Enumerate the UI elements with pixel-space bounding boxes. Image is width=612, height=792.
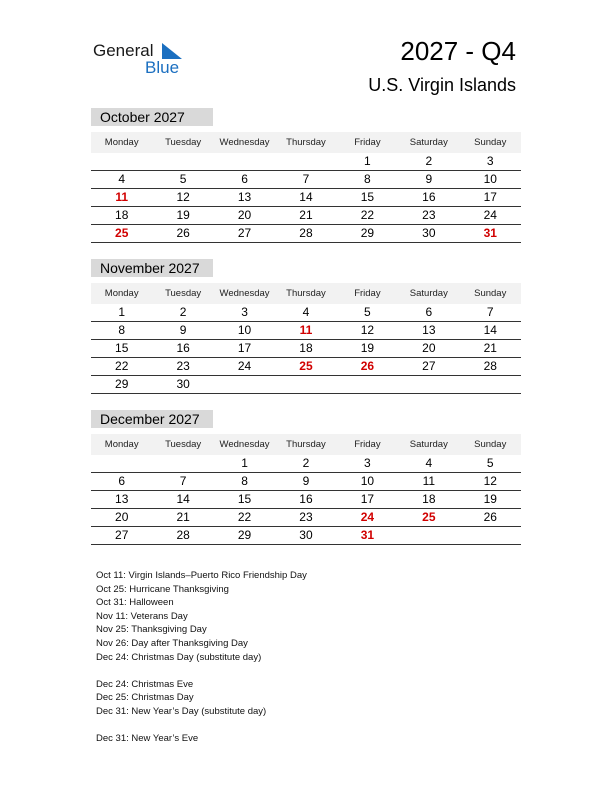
- day-cell: 29: [115, 377, 129, 391]
- weekday-label: Saturday: [409, 288, 448, 299]
- week-row: [91, 322, 521, 340]
- weeks: [91, 455, 521, 545]
- weekday-label: Tuesday: [165, 137, 202, 148]
- day-cell: 9: [425, 172, 433, 186]
- day-cell: 4: [118, 172, 126, 186]
- day-cell: 24: [237, 359, 252, 373]
- empty-day-cell: [460, 376, 521, 393]
- weekday-label: Tuesday: [165, 288, 202, 299]
- month-december: [91, 410, 521, 545]
- day-cell: 22: [360, 208, 375, 222]
- day-cell: 12: [483, 474, 497, 488]
- day-cell: 19: [483, 492, 497, 506]
- day-cell: 17: [360, 492, 375, 506]
- page-subtitle: U.S. Virgin Islands: [368, 75, 516, 95]
- day-cell: 10: [237, 323, 252, 337]
- weeks: [91, 153, 521, 243]
- note-line: Nov 25: Thanksgiving Day: [96, 624, 207, 636]
- day-cell: 8: [364, 172, 371, 186]
- day-cell: 3: [486, 154, 494, 168]
- weekday-label: Friday: [354, 439, 381, 450]
- empty-day-cell: [398, 376, 459, 393]
- page-title: 2027 - Q4: [400, 36, 516, 66]
- day-cell: 30: [422, 226, 436, 240]
- day-cell: 29: [237, 528, 252, 542]
- weekday-label: Tuesday: [165, 439, 202, 450]
- week-row: [91, 455, 521, 473]
- day-cell: 5: [486, 456, 494, 470]
- day-cell: 14: [483, 323, 497, 337]
- day-cell: 13: [422, 323, 436, 337]
- week-row: [91, 189, 521, 207]
- weekday-label: Thursday: [286, 439, 326, 450]
- empty-day-cell: [152, 455, 213, 472]
- day-cell: 15: [237, 492, 252, 506]
- note-line: Dec 25: Christmas Day: [96, 692, 194, 704]
- day-cell: 16: [176, 341, 190, 355]
- day-cell: 18: [299, 341, 313, 355]
- day-cell: 17: [483, 190, 497, 204]
- day-cell: 15: [115, 341, 129, 355]
- day-cell: 16: [299, 492, 313, 506]
- weekday-header: [91, 132, 521, 153]
- empty-day-cell: [398, 527, 459, 544]
- day-cell: 25: [422, 510, 436, 524]
- day-cell: 12: [176, 190, 190, 204]
- empty-day-cell: [152, 153, 213, 170]
- week-row: [91, 225, 521, 243]
- logo: [93, 41, 203, 81]
- day-cell: 20: [422, 341, 436, 355]
- empty-day-cell: [91, 455, 152, 472]
- week-row: [91, 153, 521, 171]
- note-line: Oct 31: Halloween: [96, 597, 174, 609]
- day-cell: 8: [241, 474, 248, 488]
- day-cell: 25: [115, 226, 129, 240]
- weekday-label: Thursday: [286, 288, 326, 299]
- day-cell: 11: [299, 323, 313, 337]
- holiday-notes: [96, 569, 307, 746]
- weekday-header: [91, 283, 521, 304]
- note-line: Oct 11: Virgin Islands–Puerto Rico Friendship Day: [96, 570, 307, 581]
- week-row: [91, 304, 521, 322]
- day-cell: 27: [422, 359, 436, 373]
- day-cell: 24: [360, 510, 375, 524]
- day-cell: 7: [302, 172, 310, 186]
- day-cell: 3: [364, 456, 371, 470]
- day-cell: 6: [241, 172, 248, 186]
- weeks: [91, 304, 521, 394]
- week-row: [91, 358, 521, 376]
- day-cell: 31: [483, 226, 497, 240]
- day-cell: 18: [115, 208, 129, 222]
- note-line: Dec 24: Christmas Eve: [96, 678, 194, 690]
- day-cell: 2: [425, 154, 433, 168]
- day-cell: 30: [299, 528, 313, 542]
- day-cell: 28: [176, 528, 190, 542]
- day-cell: 27: [115, 528, 129, 542]
- empty-day-cell: [275, 153, 336, 170]
- note-line: Dec 24: Christmas Day (substitute day): [96, 651, 262, 663]
- day-cell: 25: [299, 359, 313, 373]
- day-cell: 3: [241, 305, 248, 319]
- day-cell: 21: [483, 341, 497, 355]
- day-cell: 14: [176, 492, 190, 506]
- day-cell: 13: [237, 190, 252, 204]
- day-cell: 28: [483, 359, 497, 373]
- day-cell: 2: [302, 456, 310, 470]
- weekday-label: Saturday: [409, 137, 448, 148]
- day-cell: 28: [299, 226, 313, 240]
- day-cell: 14: [299, 190, 313, 204]
- day-cell: 7: [486, 305, 494, 319]
- day-cell: 6: [425, 305, 433, 319]
- day-cell: 31: [360, 528, 375, 542]
- day-cell: 26: [483, 510, 497, 524]
- day-cell: 26: [176, 226, 190, 240]
- week-row: [91, 376, 521, 394]
- day-cell: 29: [360, 226, 375, 240]
- day-cell: 4: [425, 456, 433, 470]
- note-gap: [96, 664, 307, 678]
- note-line: Dec 31: New Year’s Day (substitute day): [96, 705, 267, 717]
- logo-flag-icon: [162, 43, 182, 59]
- day-cell: 27: [237, 226, 252, 240]
- note-line: Nov 11: Veterans Day: [96, 610, 188, 622]
- day-cell: 19: [360, 341, 375, 355]
- day-cell: 22: [237, 510, 252, 524]
- empty-day-cell: [275, 376, 336, 393]
- week-row: [91, 491, 521, 509]
- empty-day-cell: [214, 376, 275, 393]
- day-cell: 23: [176, 359, 190, 373]
- day-cell: 23: [422, 208, 436, 222]
- day-cell: 1: [364, 154, 371, 168]
- weekday-label: Sunday: [474, 439, 507, 450]
- day-cell: 24: [483, 208, 497, 222]
- weekday-label: Saturday: [409, 439, 448, 450]
- day-cell: 11: [115, 190, 129, 204]
- weekday-label: Wednesday: [219, 439, 270, 450]
- weekday-label: Sunday: [474, 137, 507, 148]
- day-cell: 21: [176, 510, 190, 524]
- day-cell: 17: [237, 341, 252, 355]
- day-cell: 30: [176, 377, 190, 391]
- week-row: [91, 527, 521, 545]
- note-line: Oct 25: Hurricane Thanksgiving: [96, 583, 229, 595]
- month-november: [91, 259, 521, 394]
- month-title: October 2027: [91, 108, 213, 126]
- weekday-header: [91, 434, 521, 455]
- day-cell: 13: [115, 492, 129, 506]
- day-cell: 1: [118, 305, 126, 319]
- weekday-label: Monday: [104, 137, 139, 148]
- weekday-label: Friday: [354, 137, 381, 148]
- logo-text-blue: Blue: [145, 58, 180, 77]
- weekday-label: Monday: [104, 439, 139, 450]
- weekday-label: Friday: [354, 288, 381, 299]
- day-cell: 4: [302, 305, 310, 319]
- logo-text-general: General: [93, 41, 154, 60]
- day-cell: 5: [364, 305, 371, 319]
- week-row: [91, 473, 521, 491]
- day-cell: 18: [422, 492, 436, 506]
- empty-day-cell: [214, 153, 275, 170]
- day-cell: 26: [360, 359, 375, 373]
- week-row: [91, 171, 521, 189]
- day-cell: 10: [483, 172, 497, 186]
- day-cell: 5: [179, 172, 187, 186]
- day-cell: 1: [241, 456, 248, 470]
- day-cell: 11: [422, 474, 436, 488]
- day-cell: 9: [302, 474, 310, 488]
- day-cell: 22: [115, 359, 129, 373]
- day-cell: 9: [179, 323, 187, 337]
- day-cell: 6: [118, 474, 126, 488]
- week-row: [91, 509, 521, 527]
- day-cell: 20: [237, 208, 252, 222]
- empty-day-cell: [91, 153, 152, 170]
- note-line: Nov 26: Day after Thanksgiving Day: [96, 637, 248, 649]
- day-cell: 16: [422, 190, 436, 204]
- weekday-label: Sunday: [474, 288, 507, 299]
- month-october: [91, 108, 521, 243]
- note-gap: [96, 719, 307, 733]
- day-cell: 7: [179, 474, 187, 488]
- day-cell: 15: [360, 190, 375, 204]
- day-cell: 20: [115, 510, 129, 524]
- weekday-label: Thursday: [286, 137, 326, 148]
- day-cell: 8: [118, 323, 126, 337]
- month-title: December 2027: [91, 410, 213, 428]
- week-row: [91, 340, 521, 358]
- day-cell: 2: [179, 305, 187, 319]
- weekday-label: Wednesday: [219, 288, 270, 299]
- day-cell: 19: [176, 208, 190, 222]
- week-row: [91, 207, 521, 225]
- weekday-label: Monday: [104, 288, 139, 299]
- day-cell: 21: [299, 208, 313, 222]
- day-cell: 12: [360, 323, 375, 337]
- weekday-label: Wednesday: [219, 137, 270, 148]
- note-line: Dec 31: New Year’s Eve: [96, 733, 199, 745]
- empty-day-cell: [460, 527, 521, 544]
- empty-day-cell: [337, 376, 398, 393]
- month-title: November 2027: [91, 259, 213, 277]
- day-cell: 10: [360, 474, 375, 488]
- day-cell: 23: [299, 510, 313, 524]
